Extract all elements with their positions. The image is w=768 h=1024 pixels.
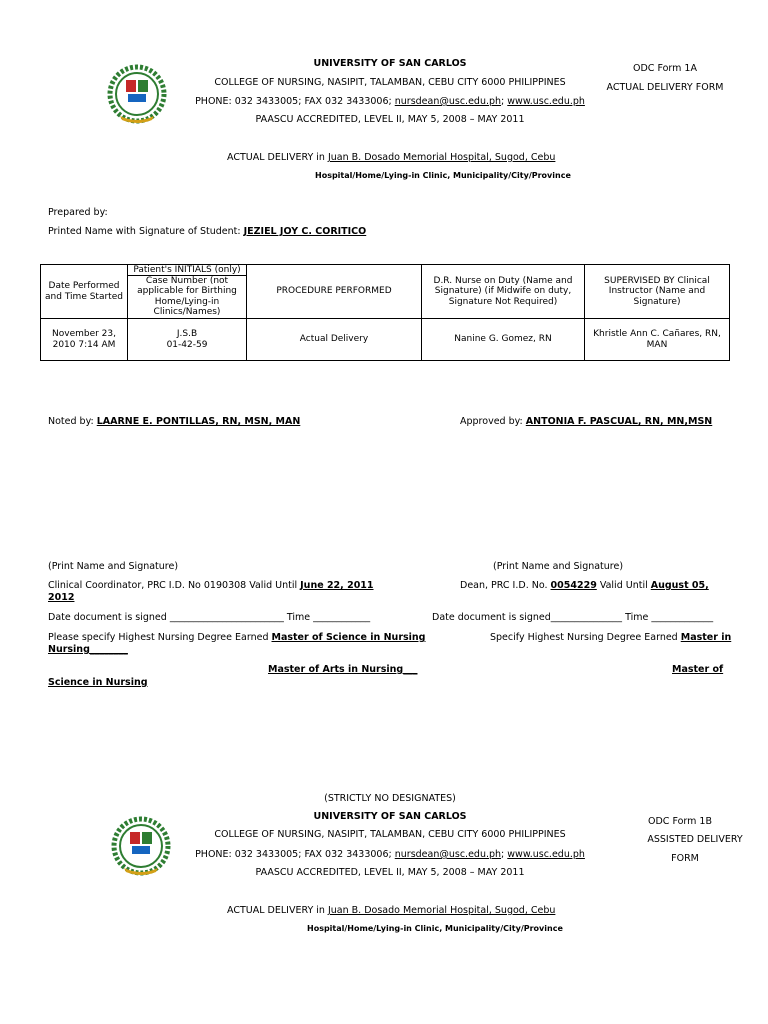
dean-valid-label: Valid Until	[596, 580, 651, 591]
contact-line	[180, 96, 600, 107]
separator: ;	[501, 96, 508, 107]
contact-line-2	[180, 849, 600, 860]
date-signed-left: Date document is signed ________________________ Time ____________	[48, 612, 371, 623]
degree-left-value: Master of Science in Nursing	[271, 632, 426, 643]
form-code: ODC Form 1A	[633, 63, 697, 74]
date-signed-right: Date document is signed_______________ Time _____________	[432, 612, 714, 623]
student-name: JEZIEL JOY C. CORITICO	[243, 226, 367, 237]
degree-left-value-cont: Nursing________	[48, 644, 128, 655]
accreditation-2: PAASCU ACCREDITED, LEVEL II, MAY 5, 2008 – MAY 2011	[255, 867, 525, 878]
delivery-location-2	[227, 905, 555, 916]
hospital-caption-2: Hospital/Home/Lying-in Clinic, Municipality/City/Province	[307, 924, 563, 933]
print-sig-left: (Print Name and Signature)	[48, 561, 179, 572]
form-code-2: ODC Form 1B	[648, 816, 712, 827]
delivery-record-table	[40, 264, 730, 361]
form-name: ACTUAL DELIVERY FORM	[606, 82, 724, 93]
college-address: COLLEGE OF NURSING, NASIPIT, TALAMBAN, CEBU CITY 6000 PHILIPPINES	[214, 77, 566, 88]
cell-procedure: Actual Delivery	[247, 319, 422, 361]
approved-by	[460, 416, 712, 427]
header-initials: Patient's INITIALS (only)	[128, 266, 246, 276]
university-seal-logo-2	[110, 816, 172, 878]
delivery-prefix: ACTUAL DELIVERY in	[227, 152, 328, 163]
email-link[interactable]: nursdean@usc.edu.ph	[394, 96, 502, 107]
dean-label: Dean, PRC I.D. No.	[460, 580, 551, 591]
degree-left	[48, 632, 425, 643]
noted-name: LAARNE E. PONTILLAS, RN, MSN, MAN	[96, 416, 301, 427]
hospital-name-2: Juan B. Dosado Memorial Hospital, Sugod, Cebu	[327, 905, 556, 916]
strictly-no-designates: (STRICTLY NO DESIGNATES)	[324, 793, 456, 804]
degree-left-label: Please specify Highest Nursing Degree Earned	[48, 632, 272, 643]
prepared-by: Prepared by:	[48, 207, 108, 218]
website-link[interactable]: www.usc.edu.ph	[507, 96, 585, 107]
student-label: Printed Name with Signature of Student:	[48, 226, 244, 237]
header-procedure: PROCEDURE PERFORMED	[247, 265, 422, 319]
degree-right-label: Specify Highest Nursing Degree Earned	[490, 632, 681, 643]
cell-nurse: Nanine G. Gomez, RN	[422, 319, 585, 361]
coordinator-label: Clinical Coordinator, PRC I.D. No 0190308 Valid Until	[48, 580, 301, 591]
delivery-location	[227, 152, 555, 163]
dean-valid: August 05,	[650, 580, 709, 591]
degree-right	[490, 632, 731, 643]
university-name: UNIVERSITY OF SAN CARLOS	[313, 58, 467, 69]
university-seal-logo	[106, 64, 168, 126]
coordinator-line	[48, 580, 374, 591]
dean-id: 0054229	[550, 580, 597, 591]
degree-left-alt: Master of Arts in Nursing___	[268, 664, 418, 675]
phone-fax: PHONE: 032 3433005; FAX 032 3433006;	[195, 96, 395, 107]
coordinator-valid: June 22, 2011	[300, 580, 374, 591]
degree-science-nursing: Science in Nursing	[48, 677, 148, 688]
cell-case: 01-42-59	[166, 339, 208, 350]
header-nurse: D.R. Nurse on Duty (Name and Signature) (if Midwife on duty, Signature Not Required)	[422, 265, 585, 319]
header-supervised: SUPERVISED BY Clinical Instructor (Name and Signature)	[585, 265, 730, 319]
university-name-2: UNIVERSITY OF SAN CARLOS	[313, 811, 467, 822]
cell-supervised: Khristle Ann C. Cañares, RN, MAN	[585, 319, 730, 361]
dean-line	[460, 580, 709, 591]
header-initials-case	[128, 265, 247, 319]
noted-label: Noted by:	[48, 416, 97, 427]
hospital-name: Juan B. Dosado Memorial Hospital, Sugod, Cebu	[327, 152, 556, 163]
hospital-caption: Hospital/Home/Lying-in Clinic, Municipality/City/Province	[315, 171, 571, 180]
print-sig-right: (Print Name and Signature)	[493, 561, 624, 572]
phone-fax-2: PHONE: 032 3433005; FAX 032 3433006;	[195, 849, 395, 860]
email-link-2[interactable]: nursdean@usc.edu.ph	[394, 849, 502, 860]
cell-date: November 23, 2010 7:14 AM	[41, 319, 128, 361]
separator-2: ;	[501, 849, 508, 860]
website-link-2[interactable]: www.usc.edu.ph	[507, 849, 585, 860]
approved-label: Approved by:	[460, 416, 526, 427]
cell-initials: J.S.B	[176, 329, 198, 339]
form-name-2a: ASSISTED DELIVERY	[647, 834, 743, 845]
delivery-prefix-2: ACTUAL DELIVERY in	[227, 905, 328, 916]
form-name-2b: FORM	[671, 853, 699, 864]
degree-right-value: Master in	[680, 632, 732, 643]
accreditation: PAASCU ACCREDITED, LEVEL II, MAY 5, 2008 – MAY 2011	[255, 114, 525, 125]
degree-right-alt: Master of	[672, 664, 724, 675]
header-case: Case Number (not applicable for Birthing Home/Lying-in Clinics/Names)	[137, 275, 237, 317]
coordinator-valid-year: 2012	[48, 592, 75, 603]
header-date: Date Performed and Time Started	[41, 265, 128, 319]
noted-by	[48, 416, 300, 427]
cell-initials-case	[128, 319, 247, 361]
college-address-2: COLLEGE OF NURSING, NASIPIT, TALAMBAN, CEBU CITY 6000 PHILIPPINES	[214, 829, 566, 840]
approved-name: ANTONIA F. PASCUAL, RN, MN,MSN	[525, 416, 713, 427]
student-line	[48, 226, 366, 237]
